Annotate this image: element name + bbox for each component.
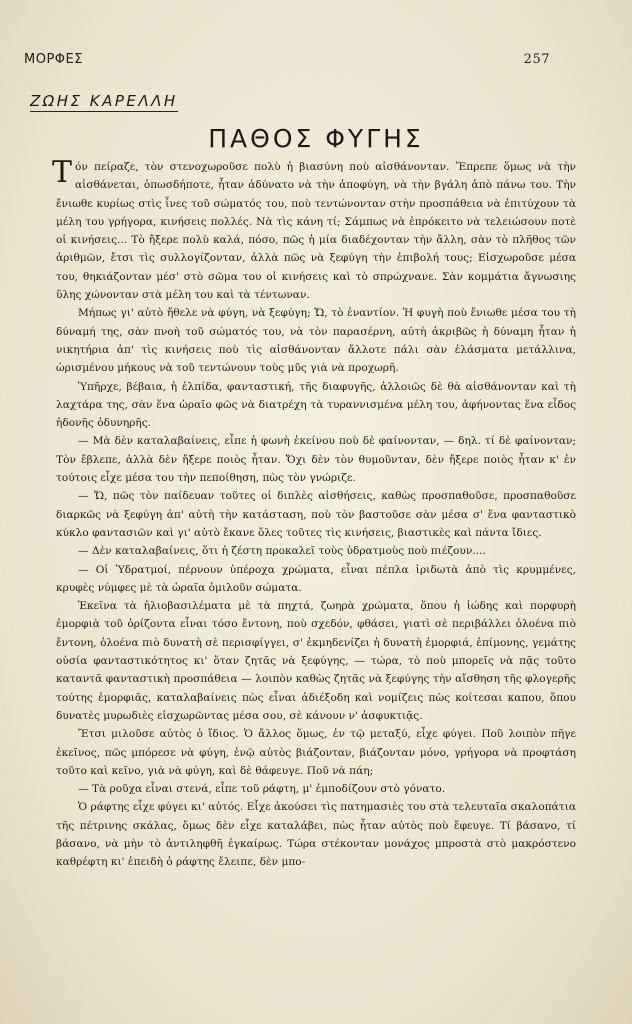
page-number: 257: [523, 52, 550, 67]
paragraph: Ἔτσι μιλοῦσε αὐτὸς ὁ ἴδιος. Ὁ ἄλλος ὅμως, ἐν τῷ μεταξύ, εἶχε φύγει. Ποῦ λοιπὸν πῆγε ἐκεῖνος, πῶς μπόρεσε νὰ φύγη, ἐνῷ αὐτὸς βιάζονταν, βιάζονταν μόνο, γρήγορα νὰ προφτάση τοῦτο καὶ κεῖνο, γιὰ νὰ φύγη, καὶ δὲ θάφευγε. Ποῦ νὰ πάη;: [56, 728, 576, 777]
story-title: ΠΑΘΟΣ ΦΥΓΗΣ: [208, 124, 424, 153]
paragraph: — Οἱ Ὑδρατμοί, πέρνουν ὑπέροχα χρώματα, εἶναι πέπλα ἰριδωτὰ ἀπὸ τὶς κρυμμένες, κρυφὲς νύμφες μὲ τὰ ὡραῖα ὁμιλοῦν σώματα.: [56, 563, 576, 594]
paragraph: Μήπως γι' αὐτὸ ἤθελε νὰ φύγη, νὰ ξεφύγη; Ὤ, τὸ ἐναντίον. Ἡ φυγὴ ποὺ ἔνιωθε μέσα του τὴ δύναμή της, σὰν πνοὴ τοῦ σώματός του, νὰ τὸν παρασέρνη, αὐτὴ ἀκριβῶς ἡ δύναμη ἦταν ἡ νικητήρια ἀπ' τὶς κινήσεις ποὺ τὶς αἰσθάνονταν ἄλλοτε πάλι σὰν ἐλάσματα μετάλλινα, ὡρισμένου μήκους νὰ τοῦ τεντώνουν τοὺς μῦς γιὰ νὰ προχωρῆ.: [56, 307, 576, 375]
story-body: [52, 155, 576, 872]
journal-name: ΜΟΡΦΕΣ: [24, 52, 83, 67]
paragraph: — Δὲν καταλαβαίνεις, ὅτι ἡ ζέστη προκαλεῖ τοὺς ὑδρατμοὺς ποὺ πιέζουν....: [78, 545, 486, 558]
drop-cap: Τ: [52, 155, 73, 190]
paragraph: — Μὰ δὲν καταλαβαίνεις, εἶπε ἡ φωνὴ ἐκείνου ποὺ δὲ φαίνονταν, — δηλ. τί δὲ φαίνονταν; Τὸν ἔβλεπε, ἀλλὰ δὲν ἤξερε ποιὸς ἦταν. Ὄχι δὲν τὸν θυμοῦνταν, δὲν ἤξερε ποιὸς ἦταν κ' ἐν τούτοις εἶχε μέσα του τὴν πεποίθηση, πὼς τὸν γνώριζε.: [56, 435, 576, 485]
paragraph: Ἐκεῖνα τὰ ἡλιοβασιλέματα μὲ τὰ πηχτά, ζωηρὰ χρώματα, ὅπου ἡ ἰώδης καὶ πορφυρὴ ἐμορφιὰ τοῦ ὁρίζοντα εἶναι τόσο ἔντονη, ποὺ σχεδόν, φθάσει, γιατὶ σὲ περιβάλλει ὁλοένα πιὸ ἔντονη, ὁλοένα πιὸ δυνατὴ σὲ περισφίγγει, σ' ἐκμηδενίζει ἡ δυνατὴ ἐμορφιά, ἐπίμονης, γεμάτης οὐσία φανταστικότητος κι' ὅταν ζητᾶς νὰ ξεφύγης, — τώρα, τὸ ποὺ μπορεῖς νὰ πᾷς τοῦτο καταντᾶ φανταστικὴ προσπάθεια — λοιπὸν καθὼς ζητᾶς νὰ ξεφύγης τὴν αἴσθηση τῆς φλογερῆς τούτης ἐμορφιᾶς, καταλαβαίνεις πὼς εἶναι ἀδιέξοδη καὶ νομίζεις πὼς κοίτεσαι καπου, ὅπου δυνατὲς μυρωδιὲς εἰσχωρῶντας μέσα σου, σὲ κάνουν ν' ἀσφυκτιᾷς.: [56, 600, 576, 722]
paragraph: — Ὤ, πῶς τὸν παίδευαν τοῦτες οἱ διπλὲς αἰσθήσεις, καθὼς προσπαθοῦσε, προσπαθοῦσε διαρκῶς νὰ ξεφύγη ἀπ' αὐτὴ τὴν κατάσταση, ποὺ τὸν βαστοῦσε σὰν μέσα σ' ἕνα φανταστικὸ κύκλο φαντασιῶν καὶ γι' αὐτὸ ἔκανε ὅλες τοῦτες τὶς κινήσεις, βιαστικὲς καὶ πάντα ἴδιες.: [56, 490, 576, 539]
paragraph: — Τὰ ροῦχα εἶναι στενά, εἶπε τοῦ ράφτη, μ' ἐμποδίζουν στὸ γόνατο.: [78, 783, 446, 796]
running-head: [24, 52, 550, 67]
paragraph: Ὁ ράφτης εἶχε φύγει κι' αὐτός. Εἶχε ἀκούσει τὶς πατημασιὲς του στὰ τελευταῖα σκαλοπάτια τῆς πέτρινης σκάλας, ὅμως δὲν εἶχε καταλάβει, πὼς ἦταν αὐτὸς ποὺ ἔφευγε. Τί βάσανο, τί βάσανο, νὰ μὴν τὸ ἀντιληφθῆ ἐγκαίρως. Τώρα στέκονταν μονάχος μπροστὰ στὸ μακρόστενο καθρέφτη κι' ἐπειδὴ ὁ ράφτης ἔλειπε, δὲν μπο-: [56, 801, 576, 869]
author-name: ΖΩΗΣ ΚΑΡΕΛΛΗ: [30, 92, 178, 110]
paragraph: [52, 155, 576, 304]
paragraph: Ὑπῆρχε, βέβαια, ἡ ἐλπίδα, φανταστική, τῆς διαφυγῆς, ἀλλοιῶς δὲ θὰ αἰσθάνονταν καὶ τὴ λαχτάρα της, σὰν ἕνα ὡραῖο φῶς νὰ διατρέχη τὰ τυραννισμένα μέλη του, ἀφήνοντας ἕνα εἶδος ἡδονῆς ὀδυνηρῆς.: [56, 380, 576, 430]
paragraph-text: όν πείραζε, τὸν στενοχωροῦσε πολὺ ἡ βιασύνη ποὺ αἰσθάνονταν. Ἔπρεπε ὅμως νὰ τὴν αἰσθάνεται, ὁπωσδήποτε, ἦταν ἀδύνατο νὰ τὴν ἀποφύγη, νὰ τὴν βγάλη ἀπὸ πάνω του. Τὴν ἔνιωθε κυρίως στὶς ἶνες τοῦ σώματός του, ποὺ τεντώνονταν στὴν προσπάθεια νὰ ἐπιτύχουν τὰ μέλη του γρήγορα, κινήσεις πολλές. Νὰ τὶς κάνη τί; Σάμπως νὰ ἐπρόκειτο νὰ τελειώσουν ποτὲ οἱ κινήσεις... Τὸ ἤξερε πολὺ καλά, πόσο, πῶς ἡ μία διαδέχονταν τὴν ἄλλη, σὰν τὸ πλῆθος τῶν ἀριθμῶν, ἔτσι τὶς συλλογίζονταν, ἀλλὰ πῶς νὰ ξεφύγη τὴν ἐπιβολή τους; Εἰσχωροῦσε μέσα του, θηκιάζονταν μέσ' στὸ σῶμα του οἱ κινήσεις καὶ τὸ σπρώχνανε. Σὰν κομμάτια ἄγνωσιης ὕλης χώνονταν στὰ μέλη του καὶ τὰ τέντωναν.: [56, 161, 576, 302]
